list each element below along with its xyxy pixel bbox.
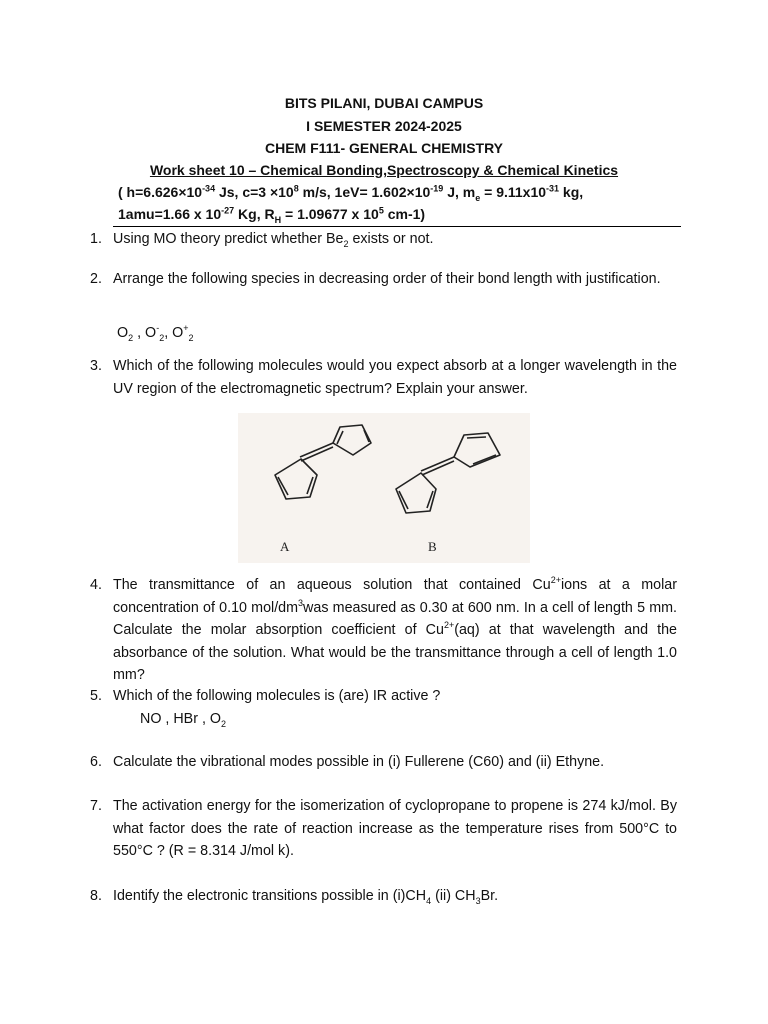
molecule-b-lower-ring <box>396 473 436 513</box>
question-2-number: 2. <box>90 271 102 287</box>
course-heading: CHEM F111- GENERAL CHEMISTRY <box>264 140 504 156</box>
question-2-species: $O_2$ , $O^-_2$, $O^+_2$ <box>117 323 194 343</box>
molecule-b <box>396 433 500 513</box>
header-divider <box>113 226 681 227</box>
question-3-number: 3. <box>90 358 102 374</box>
question-8-number: 8. <box>90 888 102 904</box>
question-5-text: Which of the following molecules is (are) IR active ? <box>113 688 441 704</box>
question-7-text: The activation energy for the isomerization of cyclopropane to propene is 274 kJ/mol. By what factor does the rate of reaction increase as the temperature rises from 500°C to 550°C ? (R = 8.314 J/mol k). <box>113 798 677 859</box>
molecule-structures-svg <box>238 413 530 563</box>
constants-line-2: 1amu=1.66 x $10^{-27}$ Kg, $R_H = 1.09677$ x $10^5$ cm-1) <box>118 205 426 225</box>
question-6-number: 6. <box>90 754 102 770</box>
molecule-structures-figure <box>238 413 530 563</box>
question-5-species: NO , HBr , $O_2$ <box>140 711 227 729</box>
question-3-text: Which of the following molecules would you expect absorb at a longer wavelength in the UV region of the electromagnetic spectrum? Explain your answer. <box>113 358 677 397</box>
constants-line-1: ( $h=6.626\times 10^{-34}$ Js, $c=3 \times 10^8$ m/s, $1eV= 1.602\times 10^{-19}$ J, $m_e = 9.11x10^{-31}$ kg, <box>118 183 584 203</box>
question-2-text: Arrange the following species in decreasing order of their bond length with justification. <box>113 271 661 287</box>
question-1-number: 1. <box>90 231 102 247</box>
question-4-number: 4. <box>90 577 102 593</box>
semester-heading: I SEMESTER 2024-2025 <box>306 118 462 134</box>
question-4-text: The transmittance of an aqueous solution that contained $Cu^{2+}ions$ at a molar concentration of 0.10 mol/$dm^3was$ measured as 0.30 at 600 nm. In a cell of length 5 mm. Calculate the molar absorption coefficient of $Cu^{2+}(aq)$ at that wavelength and the absorbance of the solution. What would be the transmittance through a cell of length 1.0 mm? <box>113 575 677 683</box>
institution-heading: BITS PILANI, DUBAI CAMPUS <box>284 95 484 111</box>
worksheet-title: Work sheet 10 – Chemical Bonding,Spectroscopy & Chemical Kinetics <box>149 162 619 178</box>
molecule-a-label: A <box>280 539 290 554</box>
question-1-text: Using MO theory predict whether $Be_2$ exists or not. <box>113 231 434 249</box>
question-7-number: 7. <box>90 798 102 814</box>
molecule-a <box>275 425 371 499</box>
molecule-b-label: B <box>428 539 437 554</box>
molecule-a-lower-ring <box>275 459 317 499</box>
question-8-text: Identify the electronic transitions possible in $(i)CH_4$ (ii) $CH_3Br$. <box>113 888 499 906</box>
question-5-number: 5. <box>90 688 102 704</box>
question-6-text: Calculate the vibrational modes possible in (i) Fullerene (C60) and (ii) Ethyne. <box>113 754 605 770</box>
